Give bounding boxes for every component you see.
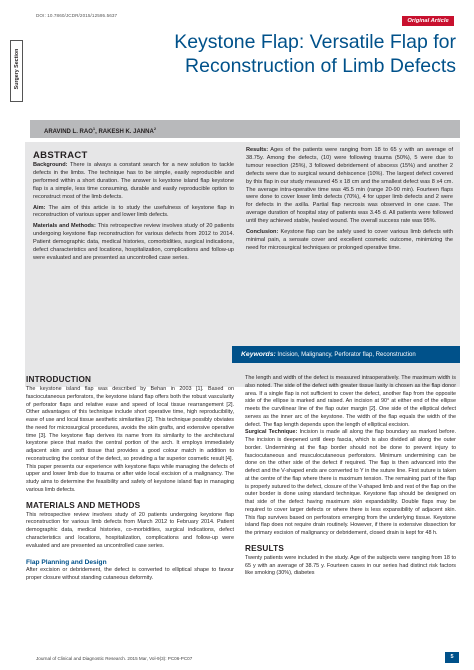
conclusion-text: Keystone flap can be safely used to cover various limb defects with minimal pain, a sensate cover and excellent cosmetic outcome, minimizing the need for microsurgical techniques or prolonged operative time. [246, 229, 453, 251]
author-1: ARAVIND L. RAO [44, 129, 93, 135]
abstract-methods [33, 223, 234, 263]
doi-text: DOI: 10.7860/JCDR/2015/12595.5637 [36, 13, 118, 18]
abstract-heading: ABSTRACT [33, 150, 88, 161]
results-heading: RESULTS [245, 543, 285, 553]
background-label: Background: [33, 162, 68, 168]
aim-label: Aim: [33, 204, 46, 211]
body-column-right [245, 375, 456, 578]
aim-text: The aim of this article is to study the usefulness of keystone flap in reconstruction of various upper and lower limb defects. [33, 204, 234, 219]
author-1-affiliation: 1 [92, 126, 96, 131]
results-paragraph: Twenty patients were included in the study. Age of the subjects were ranging from 18 to 65 y with an average of 38.75 y. Fourteen cases in our series had distinct risk factors like smoking (30%), diabetes [245, 554, 456, 577]
flap-planning-heading: Flap Planning and Design [26, 559, 107, 567]
keywords-text: Incision, Malignancy, Perforator flap, Reconstruction [277, 352, 416, 358]
results-label: Results: [246, 147, 269, 153]
flap-planning-paragraph: After excision or debridement, the defect is converted to elliptical shape to favour proper closure without standing cutaneous deformity. [26, 567, 234, 581]
abstract-aim [33, 205, 234, 221]
introduction-paragraph-1: The keystone island flap was described by Behan in 2003 [1]. Based on fasciocutaneous perforators, the keystone island flap offers both the robust vascularity of perforator flaps and relative ease and speed of local tissue rearrangement [2]. Other advantages of this technique include short operative time, high reproducibility, ease of use and local tissue aesthetic similarities [2]. This technique possibly obviates the need for microsurgical procedures, avoids the skin grafts, and extensive operative time [3]. The keystone flap derives its name from its similarity to the architectural keystone piece that marks the central portion of the arch. It employs immediately adjacent skin and soft tissue that provides a good colour match in addition to reconstructing the contour of the defect, so providing a far superior cosmetic result [4]. [26, 386, 234, 462]
body-column-left [26, 375, 234, 583]
abstract-results [246, 147, 453, 226]
conclusion-label: Conclusion: [246, 229, 279, 236]
abstract-conclusion [246, 229, 453, 253]
keywords-label: Keywords: [241, 351, 276, 358]
results-text: Ages of the patients were ranging from 18 to 65 y with an average of 38.75y. Among the defects, (10) were following trauma (50%), 5 were due to tumour resection (25%), 3 followed debridement of abscess (15%) and another 2 defects were due to surgical wound dehiscence (10%). The largest defect covered by this flap in our study measured 45 x 18 cm and the smallest defect was 8 x4 cm. The average intra-operative time was 45.5 min (range 20-90 min). Fourteen flaps were done to cover lower limb defects (70%), 4 for upper limb defects and 2 were for defects in the axilla. Partial flap necrosis was observed in one case. The average duration of hospital stay of patients was 3.45 d. All patients were followed until they achieved stable, healed wound. The overall success rate was 95%. [246, 147, 454, 225]
author-separator: , [95, 129, 99, 135]
article-type-badge: Original Article [402, 16, 454, 26]
surgical-technique-text: Incision is made all along the flap boundary as marked before. The incision is deepened until deep fascia, which is also divided all along the outer border. Undermining at the flap border should not be done to prevent injury to fasciocutaneous and musculocutaneous perforators. Minimum undermining can be done on the other side of the defect if required. The flap is then advanced into the defect and the V-shaped ends are converted to Y in the suture line. First suture is taken at the centre of the flap where there is maximum tension. The remaining part of the flap is properly sutured to the defect, closure of the V-shaped limb and rest of the flap on the outer border is done using standard technique. Keystone flap should be designed on that side of the defect having maximum skin expandability. Double flaps may be required to cover larger defects or where there is less expansibility of adjacent skin. This flap survives based on perforators emerging from the underlying tissue. Keystone island flap does not require drain routinely. However, if there is extensive dissection for the primary excision of malignancy or debridement, closed drain is kept for 48 h. [245, 429, 457, 536]
abstract-column-left [33, 150, 234, 266]
methods-label: Materials and Methods: [33, 223, 96, 230]
author-bar [30, 120, 460, 138]
title-line-1: Keystone Flap: Versatile Flap for [174, 31, 456, 53]
title-line-2: Reconstruction of Limb Defects [185, 55, 456, 77]
author-2: RAKESH K. JANNA [98, 129, 154, 135]
article-title [130, 30, 456, 78]
page-number: 5 [445, 652, 459, 663]
methods-text: This retrospective review involves study of 20 patients undergoing keystone flap reconstruction for various defects from 2012 to 2014. Patient demographic data, medical histories, comorbidities, surgical indications, defect characteristics and locations, hospitalization, complications and follow-up were evaluated and are presented as uncontrolled case series. [33, 223, 234, 261]
introduction-paragraph-2: This paper presents our experience with keystone flaps while managing the defects of upper and lower limb due to trauma or after wide local excision of a malignancy. The study aims to determine the feasibility and safety of keystone island flap in managing various limb defects. [26, 463, 234, 493]
journal-citation: Journal of Clinical and Diagnostic Research. 2015 Mar, Vol-9(3): PC06-PC07 [36, 656, 193, 661]
abstract-column-right [246, 147, 453, 256]
flap-dimensions-paragraph: The length and width of the defect is measured intraoperatively. The maximum width is also noted. The side of the defect with greater tissue laxity is chosen as the flap donor area. If a single flap is not sufficient to cover the defect, another flap from the opposite side of the ellipse is marked and raised. An incision at 90° at either end of the ellipse meets the curvilinear line of the flap outer margin [2]. One side of the elliptical defect serves as the inner arc of the keystone. The width of the flap equals the width of the defect. The flap length depends upon the length of elliptical excision. [245, 375, 456, 428]
methods-heading: MATERIALS AND METHODS [26, 500, 141, 510]
author-2-affiliation: 2 [153, 126, 157, 131]
section-label: Surgery Section [14, 48, 20, 90]
introduction-heading: INTRODUCTION [26, 375, 92, 384]
background-text: There is always a constant search for a new solution to tackle defects in the limbs. The technique has to be simple, easily reproducible and performed within a short duration. The answer is keystone island flap keystone flap is a simple, less time consuming, durable and easily reproducible option to reconstruct most of the limb defects. [33, 162, 234, 200]
section-label-box [10, 40, 23, 102]
abstract-background [33, 162, 234, 202]
surgical-technique-paragraph [245, 429, 456, 538]
surgical-technique-label: Surgical Technique: [245, 429, 298, 436]
methods-paragraph: This retrospective review involves study of 20 patients undergoing keystone flap reconstruction for various limb defects from March 2012 to February 2014. Patient demographic data, medical histories, co-morbidities, surgical indications, defect characteristics and locations, hospitalization, complications and follow-up were evaluated and are presented as uncontrolled case series. [26, 511, 234, 549]
keywords-bar [232, 346, 460, 363]
